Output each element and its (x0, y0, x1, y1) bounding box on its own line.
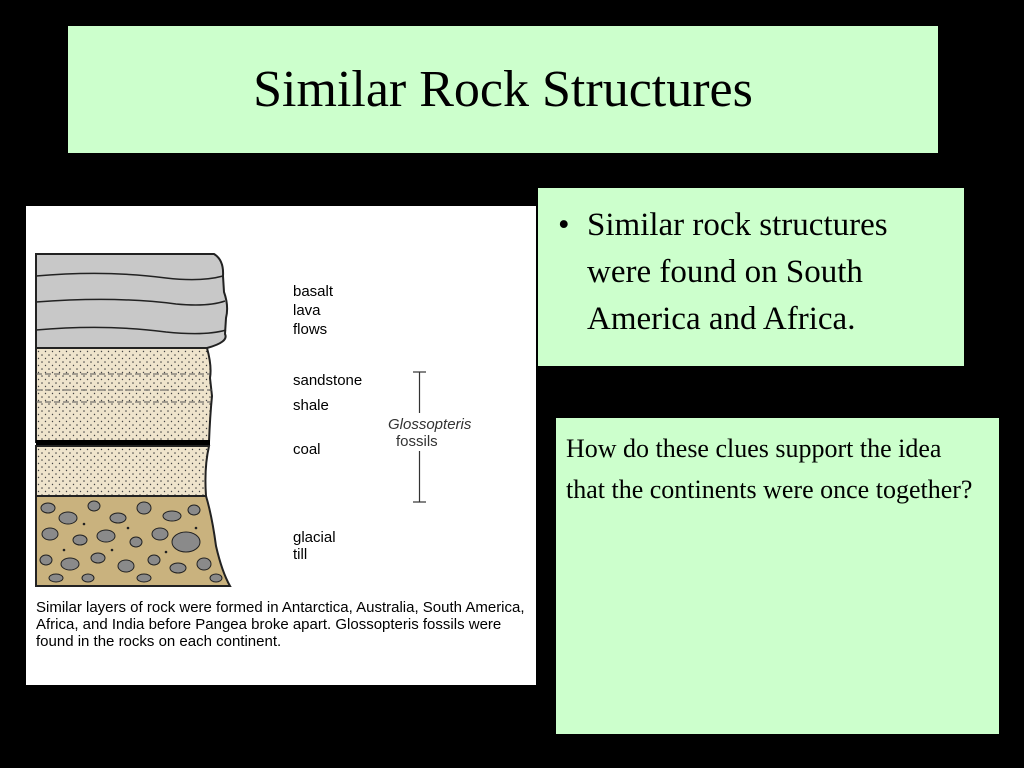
slide-title: Similar Rock Structures (253, 61, 753, 118)
label-fossils: fossils (396, 433, 438, 450)
bullet-text: Similar rock structures were found on South America and Africa. (587, 207, 888, 337)
bullet-icon: • (558, 207, 570, 243)
bullet-item (558, 202, 954, 343)
rock-layers-figure (26, 206, 536, 685)
label-basalt: basalt (293, 283, 334, 300)
bullet-panel (538, 188, 964, 366)
lower-sandstone-layer (36, 446, 209, 496)
label-flows: flows (293, 321, 328, 338)
question-text: How do these clues support the idea that the continents were once together? (566, 434, 973, 504)
question-panel (556, 418, 999, 734)
title-banner (68, 26, 938, 153)
figure-caption: Similar layers of rock were formed in Antarctica, Australia, South America, Africa, and India before Pangea broke apart. Glossopteris fossils were found in the rocks on each continent. (36, 599, 525, 650)
label-glacial: glacial (293, 529, 336, 546)
label-sandstone: sandstone (293, 372, 363, 389)
label-glossopteris: Glossopteris (388, 416, 472, 433)
bullet-list (558, 202, 954, 343)
label-till: till (293, 546, 308, 563)
label-shale: shale (293, 397, 329, 414)
basalt-layer (36, 254, 227, 348)
glacial-till-layer (36, 496, 230, 586)
sandstone-shale-layer (36, 348, 212, 442)
label-lava: lava (293, 302, 321, 319)
label-coal: coal (293, 441, 321, 458)
